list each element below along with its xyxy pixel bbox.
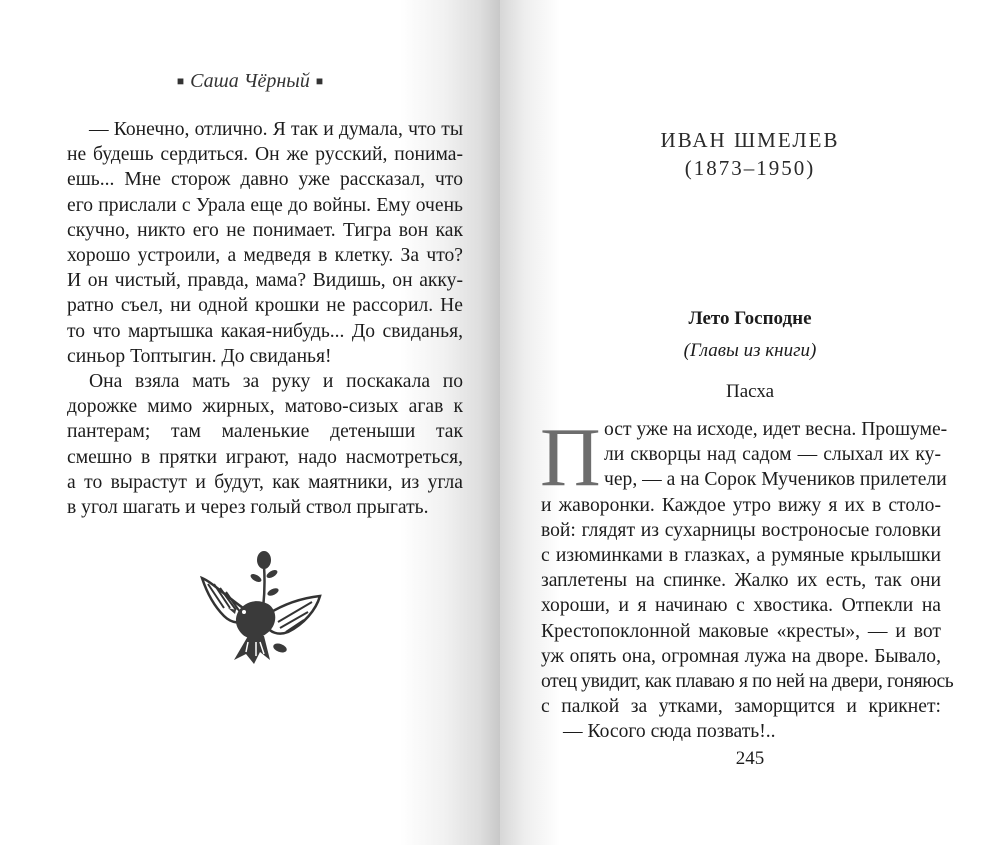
running-head-text: Саша Чёрный	[190, 70, 310, 92]
left-body-text	[67, 117, 463, 520]
text-line: ратно съел, ни одной крошки не рассорил. Не	[67, 295, 463, 317]
text-line: Крестопоклонной маковые «кресты», — и вот	[541, 620, 941, 642]
text-line: — Конечно, отлично. Я так и думала, что ты	[89, 119, 463, 140]
show-through-text	[437, 460, 467, 720]
text-line: хорошо устроили, а медведя в клетку. За что?	[67, 245, 463, 267]
text-line: чер, — а на Сорок Мучеников прилетели	[604, 469, 947, 491]
text-line: — Косого сюда позвать!..	[563, 721, 776, 743]
text-line: Она взяла мать за руку и поскакала по	[89, 371, 463, 393]
author-heading	[500, 126, 1000, 182]
text-line: дорожке мимо жирных, матово-сизых агав к	[67, 396, 463, 418]
text-line: И он чистый, правда, мама? Видишь, он акку-	[67, 270, 463, 292]
text-line: с изюминками в глазках, а румяные крылышки	[541, 545, 941, 567]
work-title: Лето Господне	[688, 308, 812, 329]
text-line: синьор Топтыгин. До свиданья!	[67, 345, 332, 367]
chapter-title: Пасха	[725, 381, 775, 402]
right-page	[500, 0, 1000, 845]
author-name: ИВАН ШМЕЛЕВ	[660, 128, 840, 152]
text-line: то что мартышка какая-нибудь... До свиданья,	[67, 320, 463, 342]
running-head	[0, 70, 500, 93]
square-ornament-icon: ■	[176, 74, 185, 88]
text-line: заплетены на спинке. Жалко их есть, так они	[541, 570, 941, 592]
text-line: смешно в прятки играют, надо насмотреться,	[67, 446, 463, 468]
author-years: (1873–1950)	[684, 156, 816, 180]
square-ornament-icon: ■	[315, 74, 324, 88]
text-line: ешь... Мне сторож давно уже рассказал, что	[67, 169, 463, 191]
dove-with-branch-ornament-icon	[198, 548, 324, 666]
work-subtitle: (Главы из книги)	[683, 340, 817, 361]
drop-cap: П	[540, 411, 601, 504]
text-line: уж опять она, огромная лужа на дворе. Бывало,	[541, 645, 941, 667]
right-body-text	[540, 411, 954, 745]
text-line: в угол шагать и через голый ствол прыгать.	[67, 497, 429, 519]
text-line: а то вырастут и будут, как маятники, из угла	[67, 471, 463, 493]
text-line: пантерам; там маленькие детеныши так	[67, 421, 463, 443]
text-line: скучно, никто его не понимает. Тигра вон как	[67, 219, 463, 241]
text-line: его прислали с Урала еще до войны. Ему очень	[67, 194, 463, 216]
text-line: отец увидит, как плаваю я по ней на двери, гоняюсь	[541, 671, 954, 693]
text-line: вой: глядят из сухарницы востроносые головки	[541, 519, 941, 541]
text-line: ост уже на исходе, идет весна. Прошуме-	[604, 419, 948, 440]
text-line: и жаворонки. Каждое утро вижу я их в столо-	[541, 494, 941, 516]
text-line: не будешь сердиться. Он же русский, понима-	[67, 144, 463, 166]
text-line: с палкой за утками, заморщится и крикнет:	[541, 696, 941, 718]
text-line: ли скворцы над садом — слыхал их ку-	[604, 444, 941, 466]
page-number: 245	[735, 748, 765, 769]
text-line: хороши, и я начинаю с хвостика. Отпекли на	[541, 595, 941, 617]
